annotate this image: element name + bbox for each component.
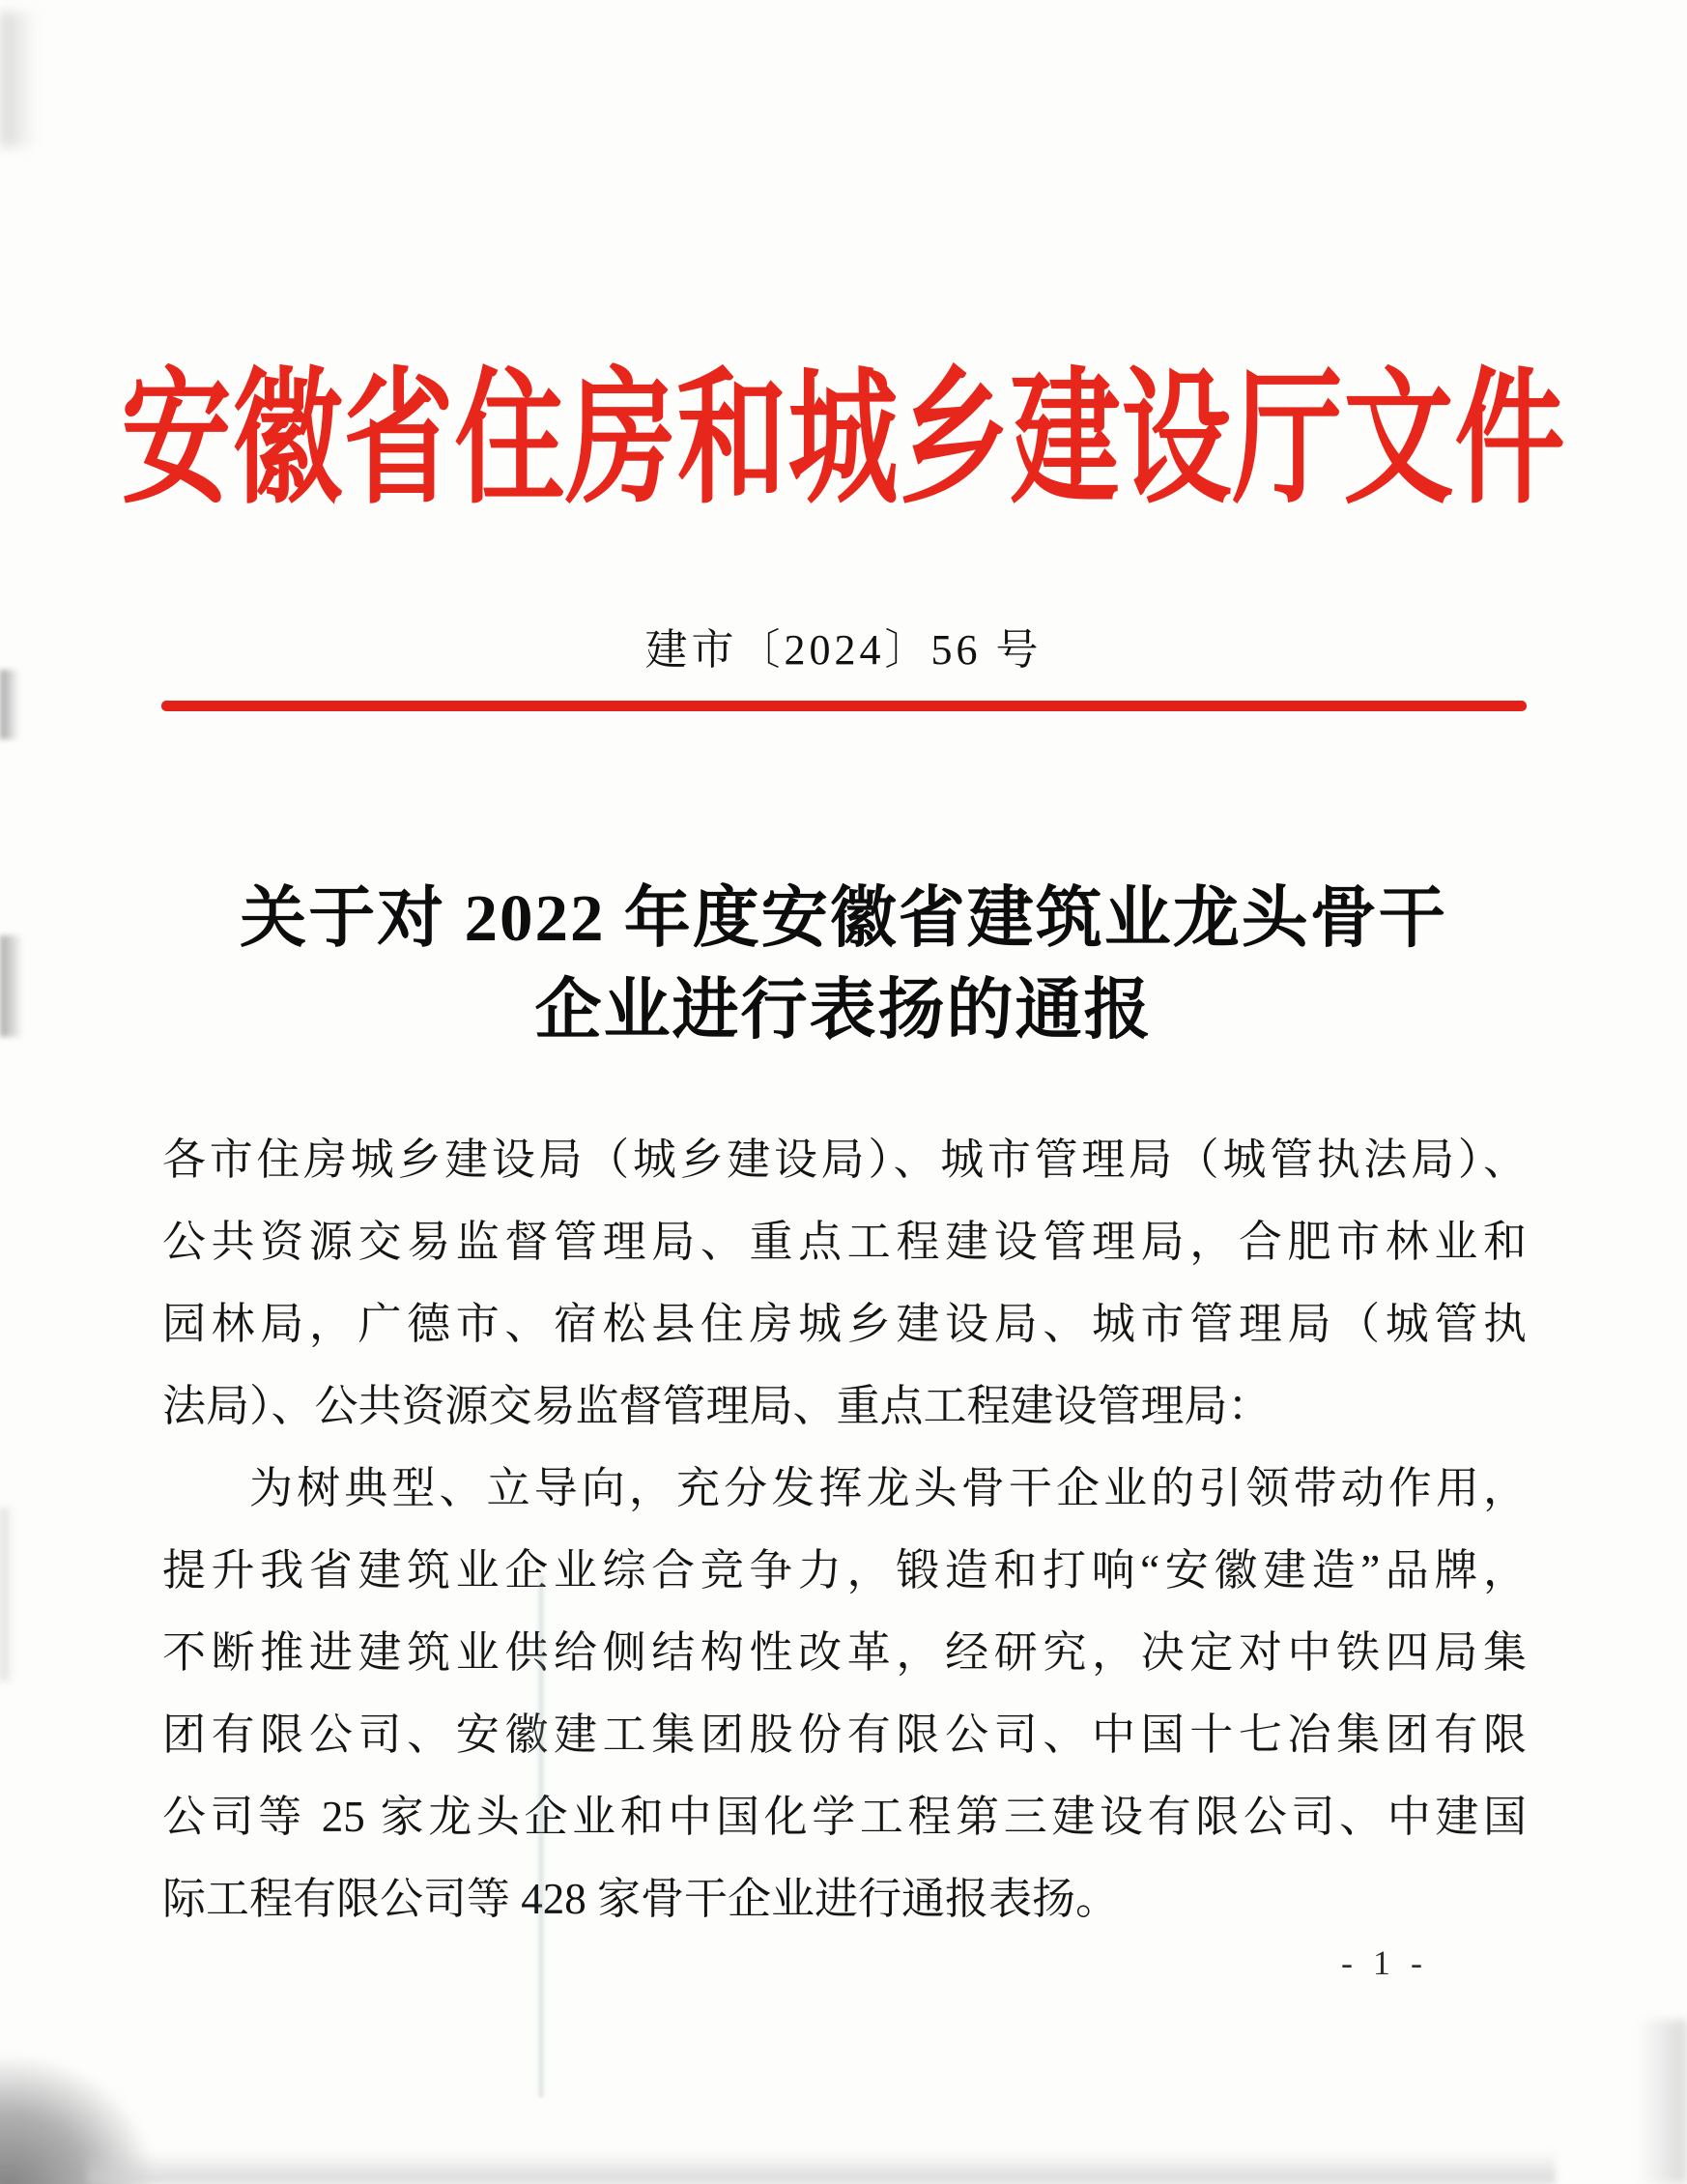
document-body [162, 1119, 1527, 1940]
body-line: 园林局，广德市、宿松县住房城乡建设局、城市管理局（城管执 [162, 1300, 1527, 1348]
body-line: 各市住房城乡建设局（城乡建设局）、城市管理局（城管执法局）、 [162, 1135, 1527, 1184]
body-line: 不断推进建筑业供给侧结构性改革，经研究，决定对中铁四局集 [162, 1628, 1527, 1677]
body-line: 提升我省建筑业企业综合竞争力，锻造和打响“安徽建造”品牌， [162, 1546, 1527, 1595]
document-title-line-1: 关于对 2022 年度安徽省建筑业龙头骨干 [240, 881, 1447, 955]
body-line: 法局）、公共资源交易监督管理局、重点工程建设管理局： [162, 1382, 1272, 1430]
scan-artifact-left-smudge-3 [0, 1508, 14, 1681]
letterhead-title: 安徽省住房和城乡建设厅文件 [121, 358, 1566, 522]
document-title-line-2: 企业进行表扬的通报 [534, 973, 1153, 1047]
page-number: - 1 - [1341, 1943, 1428, 1982]
body-line: 为树典型、立导向，充分发挥龙头骨干企业的引领带动作用， [249, 1464, 1527, 1512]
body-line: 公共资源交易监督管理局、重点工程建设管理局，合肥市林业和 [162, 1218, 1527, 1266]
body-line: 公司等 25 家龙头企业和中国化学工程第三建设有限公司、中建国 [162, 1793, 1527, 1841]
scan-artifact-top-left [0, 12, 37, 147]
scan-artifact-left-smudge-1 [0, 670, 19, 739]
scan-artifact-bottom-edge-shadow [87, 2151, 1556, 2184]
document-title [0, 873, 1687, 1056]
scan-artifact-bottom-right-shadow [1637, 2020, 1687, 2184]
scan-artifact-bottom-left-shadow [0, 2056, 155, 2184]
body-line: 际工程有限公司等 428 家骨干企业进行通报表扬。 [162, 1875, 1120, 1923]
red-divider-rule [161, 701, 1527, 711]
body-line: 团有限公司、安徽建工集团股份有限公司、中国十七冶集团有限 [162, 1710, 1527, 1759]
document-number: 建市〔2024〕56 号 [644, 626, 1043, 674]
